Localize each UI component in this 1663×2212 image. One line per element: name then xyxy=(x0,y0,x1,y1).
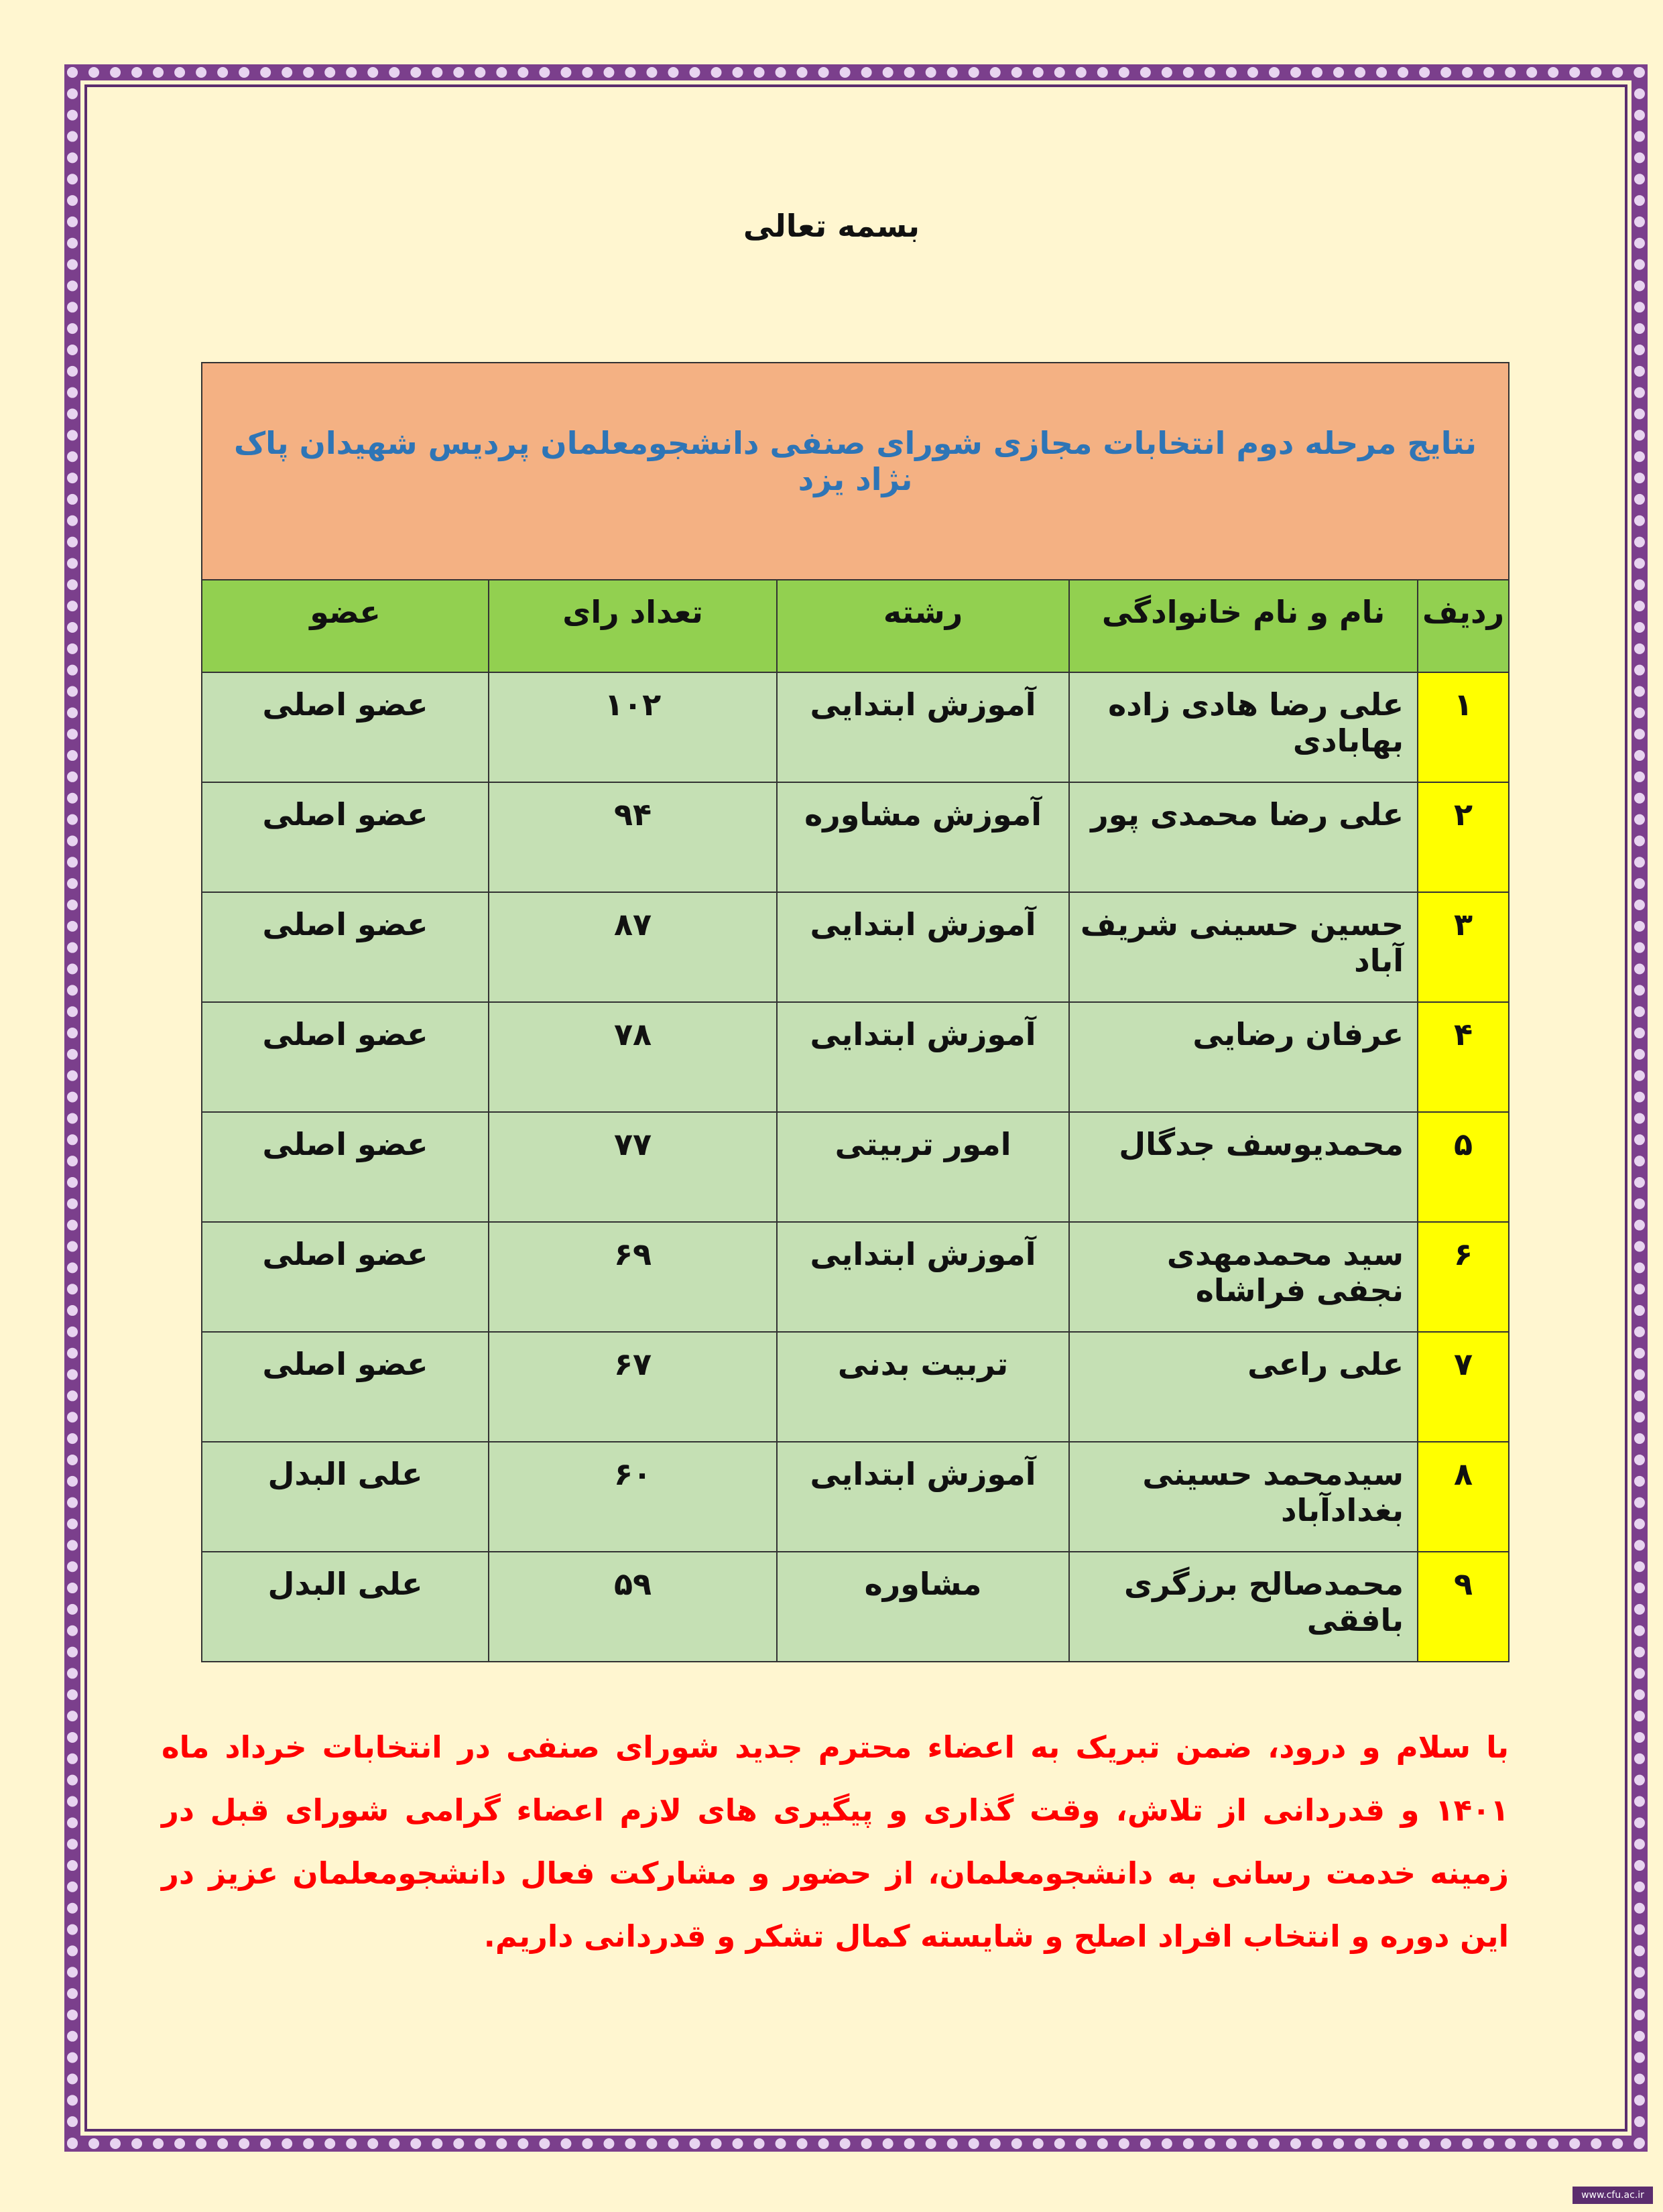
table-row xyxy=(202,672,1509,782)
header-field: رشته xyxy=(777,580,1069,672)
row-membership: عضو اصلی xyxy=(202,892,489,1002)
row-votes: ۶۹ xyxy=(489,1222,777,1332)
row-field: آموزش ابتدایی xyxy=(777,892,1069,1002)
table-row xyxy=(202,1552,1509,1662)
row-votes: ۷۷ xyxy=(489,1112,777,1222)
row-index: ۷ xyxy=(1418,1332,1509,1442)
row-votes: ۱۰۲ xyxy=(489,672,777,782)
row-name: علی رضا محمدی پور xyxy=(1069,782,1418,892)
row-index: ۳ xyxy=(1418,892,1509,1002)
row-name: سید محمدمهدی نجفی فراشاه xyxy=(1069,1222,1418,1332)
row-index: ۴ xyxy=(1418,1002,1509,1112)
row-field: آموزش ابتدایی xyxy=(777,672,1069,782)
table-row xyxy=(202,1002,1509,1112)
election-results-table xyxy=(201,362,1510,1662)
row-field: آموزش ابتدایی xyxy=(777,1222,1069,1332)
row-field: آموزش مشاوره xyxy=(777,782,1069,892)
row-name: علی راعی xyxy=(1069,1332,1418,1442)
table-title-row xyxy=(202,363,1509,580)
row-membership: عضو اصلی xyxy=(202,782,489,892)
row-membership: عضو اصلی xyxy=(202,1112,489,1222)
table-row xyxy=(202,1222,1509,1332)
row-name: عرفان رضایی xyxy=(1069,1002,1418,1112)
row-votes: ۸۷ xyxy=(489,892,777,1002)
row-membership: عضو اصلی xyxy=(202,1222,489,1332)
row-field: مشاوره xyxy=(777,1552,1069,1662)
row-membership: عضو اصلی xyxy=(202,1002,489,1112)
row-field: آموزش ابتدایی xyxy=(777,1002,1069,1112)
table-row xyxy=(202,1112,1509,1222)
row-membership: عضو اصلی xyxy=(202,672,489,782)
header-membership: عضو xyxy=(202,580,489,672)
row-votes: ۵۹ xyxy=(489,1552,777,1662)
header-index: ردیف xyxy=(1418,580,1509,672)
table-row xyxy=(202,1332,1509,1442)
table-row xyxy=(202,782,1509,892)
row-index: ۱ xyxy=(1418,672,1509,782)
table-header-row xyxy=(202,580,1509,672)
header-name: نام و نام خانوادگی xyxy=(1069,580,1418,672)
row-index: ۸ xyxy=(1418,1442,1509,1552)
table-row xyxy=(202,892,1509,1002)
row-name: علی رضا هادی زاده بهابادی xyxy=(1069,672,1418,782)
table-title: نتایج مرحله دوم انتخابات مجازی شورای صنفی دانشجومعلمان پردیس شهیدان پاک نژاد یزد xyxy=(202,363,1509,580)
row-index: ۶ xyxy=(1418,1222,1509,1332)
row-membership: علی البدل xyxy=(202,1442,489,1552)
row-votes: ۹۴ xyxy=(489,782,777,892)
header-votes: تعداد رای xyxy=(489,580,777,672)
row-votes: ۶۷ xyxy=(489,1332,777,1442)
row-index: ۵ xyxy=(1418,1112,1509,1222)
congratulation-message: با سلام و درود، ضمن تبریک به اعضاء محترم جدید شورای صنفی در انتخابات خرداد ماه ۱۴۰۱ و قدردانی از تلاش، وقت گذاری و پیگیری های لازم اعضاء گرامی شورای قبل در زمینه خدمت رسانی به دانشجومعلمان، از حضور و مشارکت فعال دانشجومعلمان عزیز در این دوره و انتخاب افراد اصلح و شایسته کمال تشکر و قدردانی داریم. xyxy=(162,1729,1509,1954)
row-membership: عضو اصلی xyxy=(202,1332,489,1442)
row-index: ۲ xyxy=(1418,782,1509,892)
row-field: تربیت بدنی xyxy=(777,1332,1069,1442)
row-index: ۹ xyxy=(1418,1552,1509,1662)
row-votes: ۷۸ xyxy=(489,1002,777,1112)
page-heading: بسمه تعالی xyxy=(743,208,920,244)
row-name: محمدیوسف جدگال xyxy=(1069,1112,1418,1222)
row-name: سیدمحمد حسینی بغدادآباد xyxy=(1069,1442,1418,1552)
row-membership: علی البدل xyxy=(202,1552,489,1662)
row-votes: ۶۰ xyxy=(489,1442,777,1552)
table-row xyxy=(202,1442,1509,1552)
row-name: محمدصالح برزگری بافقی xyxy=(1069,1552,1418,1662)
row-field: آموزش ابتدایی xyxy=(777,1442,1069,1552)
row-name: حسین حسینی شریف آباد xyxy=(1069,892,1418,1002)
site-watermark: www.cfu.ac.ir xyxy=(1573,2187,1653,2204)
row-field: امور تربیتی xyxy=(777,1112,1069,1222)
